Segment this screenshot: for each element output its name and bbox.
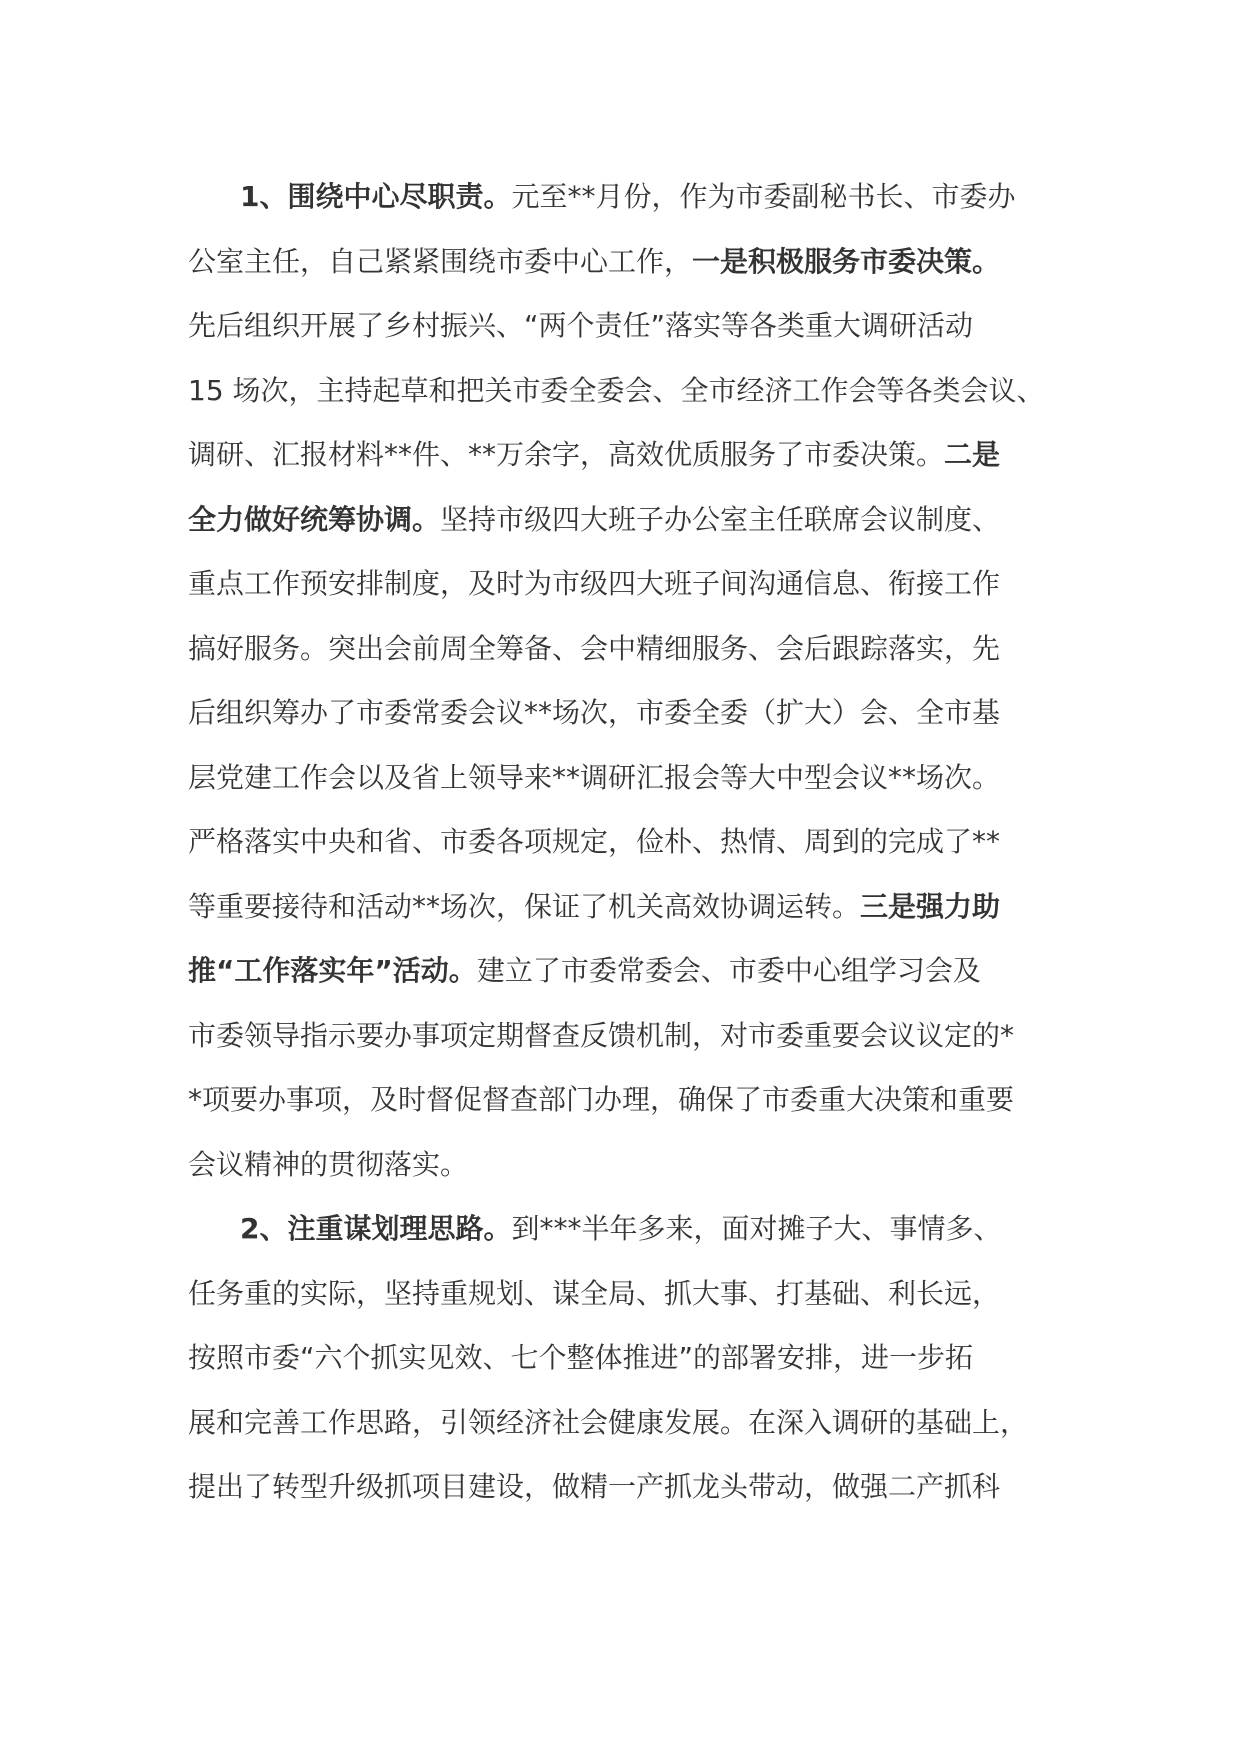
- bold-text: 一是积极服务市委决策。: [692, 244, 1001, 278]
- paragraph: [188, 165, 1068, 1197]
- body-text: *项要办事项，及时督促督查部门办理，确保了市委重大决策和重要: [188, 1083, 1015, 1116]
- text-line: [188, 423, 1068, 488]
- text-line: [188, 359, 1068, 424]
- body-text: 重点工作预安排制度，及时为市级四大班子间沟通信息、衔接工作: [188, 567, 1001, 600]
- body-text: 展和完善工作思路，引领经济社会健康发展。在深入调研的基础上，: [188, 1405, 1029, 1439]
- text-line: [188, 294, 1068, 359]
- body-text: 到***半年多来，面对摊子大、事情多、: [511, 1212, 1002, 1245]
- bold-text: 1、围绕中心尽职责。: [240, 180, 512, 213]
- text-line: [188, 875, 1068, 940]
- body-text: 建立了市委常委会、市委中心组学习会及: [476, 954, 981, 987]
- text-line: [188, 1197, 1068, 1262]
- bold-text: 2、注重谋划理思路。: [240, 1212, 512, 1245]
- body-text: 后组织筹办了市委常委会议**场次，市委全委（扩大）会、全市基: [188, 696, 1001, 729]
- body-text: 元至**月份，作为市委副秘书长、市委办: [511, 180, 1016, 213]
- text-line: [188, 1326, 1068, 1391]
- body-text: 坚持市级四大班子办公室主任联席会议制度、: [440, 502, 1001, 536]
- body-text: 市委领导指示要办事项定期督查反馈机制，对市委重要会议议定的*: [188, 1018, 1015, 1052]
- body-text: 调研、汇报材料**件、**万余字，高效优质服务了市委决策。: [188, 438, 945, 471]
- body-text: 层党建工作会以及省上领导来**调研汇报会等大中型会议**场次。: [188, 760, 1001, 794]
- text-line: [188, 617, 1068, 682]
- bold-text: 二是: [944, 438, 1001, 471]
- body-text: 会议精神的贯彻落实。: [188, 1147, 469, 1181]
- body-text: 任务重的实际，坚持重规划、谋全局、抓大事、打基础、利长远，: [188, 1276, 1001, 1310]
- body-text: 搞好服务。突出会前周全筹备、会中精细服务、会后跟踪落实，先: [188, 631, 1001, 665]
- text-line: [188, 810, 1068, 875]
- body-text: 严格落实中央和省、市委各项规定，俭朴、热情、周到的完成了**: [188, 825, 1001, 858]
- document-body: [188, 165, 1068, 1520]
- text-line: [188, 1262, 1068, 1327]
- body-text: 15 场次，主持起草和把关市委全委会、全市经济工作会等各类会议、: [188, 373, 1045, 407]
- text-line: [188, 1133, 1068, 1198]
- body-text: 按照市委“六个抓实见效、七个整体推进”的部署安排，进一步拓: [188, 1341, 974, 1374]
- text-line: [188, 488, 1068, 553]
- text-line: [188, 1004, 1068, 1069]
- text-line: [188, 552, 1068, 617]
- text-line: [188, 165, 1068, 230]
- body-text: 公室主任，自己紧紧围绕市委中心工作，: [188, 244, 693, 278]
- text-line: [188, 1455, 1068, 1520]
- bold-text: 推“工作落实年”活动。: [188, 954, 477, 987]
- text-line: [188, 746, 1068, 811]
- text-line: [188, 1068, 1068, 1133]
- text-line: [188, 230, 1068, 295]
- body-text: 提出了转型升级抓项目建设，做精一产抓龙头带动，做强二产抓科: [188, 1470, 1001, 1503]
- bold-text: 全力做好统筹协调。: [188, 502, 441, 536]
- text-line: [188, 1391, 1068, 1456]
- body-text: 等重要接待和活动**场次，保证了机关高效协调运转。: [188, 889, 861, 923]
- text-line: [188, 939, 1068, 1004]
- paragraph: [188, 1197, 1068, 1520]
- bold-text: 三是强力助: [860, 889, 1001, 923]
- text-line: [188, 681, 1068, 746]
- body-text: 先后组织开展了乡村振兴、“两个责任”落实等各类重大调研活动: [188, 309, 974, 342]
